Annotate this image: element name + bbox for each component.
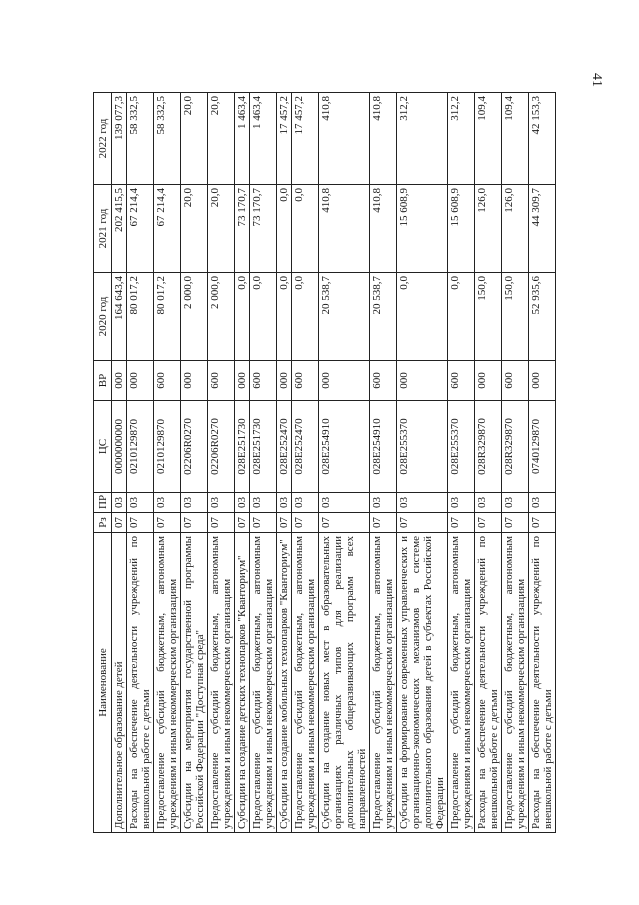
cell-rz: 07: [250, 513, 277, 533]
cell-y2022: 1 463,4: [250, 93, 277, 185]
cell-vr: 600: [250, 361, 277, 401]
cell-name: Субсидии на создание новых мест в образовательных организациях различных типов для реализации дополнительных общеразвивающих программ всех направленностей: [319, 533, 370, 833]
cell-y2022: 139 077,3: [112, 93, 127, 185]
cell-y2021: 126,0: [502, 185, 529, 273]
cell-pr: 03: [502, 493, 529, 513]
table-row: [235, 93, 250, 833]
cell-y2022: 410,8: [370, 93, 397, 185]
cell-rz: 07: [475, 513, 502, 533]
cell-name: Расходы на обеспечение деятельности учреждений по внешкольной работе с детьми: [127, 533, 154, 833]
cell-y2020: 2 000,0: [208, 273, 235, 361]
cell-name: Предоставление субсидий бюджетным, автономным учреждениям и иным некоммерческим организациям: [154, 533, 181, 833]
cell-y2020: 20 538,7: [319, 273, 370, 361]
table-row: [319, 93, 370, 833]
cell-cs: 028E254910: [319, 401, 370, 493]
cell-y2022: 410,8: [319, 93, 370, 185]
cell-rz: 07: [502, 513, 529, 533]
budget-table: [93, 92, 556, 833]
cell-rz: 07: [397, 513, 448, 533]
cell-y2022: 17 457,2: [277, 93, 292, 185]
cell-pr: 03: [127, 493, 154, 513]
cell-pr: 03: [154, 493, 181, 513]
cell-y2022: 312,2: [448, 93, 475, 185]
cell-y2020: 0,0: [448, 273, 475, 361]
cell-y2022: 109,4: [475, 93, 502, 185]
table-row: [448, 93, 475, 833]
cell-pr: 03: [529, 493, 556, 513]
cell-cs: 028E252470: [277, 401, 292, 493]
cell-y2021: 15 608,9: [397, 185, 448, 273]
cell-y2020: 164 643,4: [112, 273, 127, 361]
cell-cs: 028E255370: [397, 401, 448, 493]
cell-rz: 07: [370, 513, 397, 533]
cell-vr: 000: [529, 361, 556, 401]
cell-name: Расходы на обеспечение деятельности учреждений по внешкольной работе с детьми: [529, 533, 556, 833]
cell-name: Субсидии на создание детских технопарков "Кванториум": [235, 533, 250, 833]
table-row: [181, 93, 208, 833]
cell-cs: 0210129870: [154, 401, 181, 493]
cell-cs: 02206R0270: [208, 401, 235, 493]
cell-vr: 600: [502, 361, 529, 401]
cell-rz: 07: [127, 513, 154, 533]
cell-cs: 028R329870: [475, 401, 502, 493]
cell-y2020: 0,0: [277, 273, 292, 361]
cell-y2021: 67 214,4: [127, 185, 154, 273]
cell-y2022: 109,4: [502, 93, 529, 185]
cell-name: Субсидии на создание мобильных технопарков "Кванториум": [277, 533, 292, 833]
cell-y2020: 2 000,0: [181, 273, 208, 361]
table-row: [277, 93, 292, 833]
table-row: [529, 93, 556, 833]
cell-vr: 000: [277, 361, 292, 401]
table-row: [397, 93, 448, 833]
cell-rz: 07: [112, 513, 127, 533]
cell-rz: 07: [235, 513, 250, 533]
cell-vr: 600: [448, 361, 475, 401]
cell-rz: 07: [154, 513, 181, 533]
cell-pr: 03: [319, 493, 370, 513]
cell-y2020: 80 017,2: [154, 273, 181, 361]
cell-pr: 03: [397, 493, 448, 513]
header-2022: 2022 год: [94, 93, 112, 185]
header-2021: 2021 год: [94, 185, 112, 273]
table-row: [502, 93, 529, 833]
cell-pr: 03: [292, 493, 319, 513]
cell-y2022: 58 332,5: [154, 93, 181, 185]
cell-y2020: 0,0: [292, 273, 319, 361]
cell-y2021: 410,8: [319, 185, 370, 273]
header-2020: 2020 год: [94, 273, 112, 361]
cell-y2021: 126,0: [475, 185, 502, 273]
cell-pr: 03: [475, 493, 502, 513]
header-cs: ЦС: [94, 401, 112, 493]
cell-pr: 03: [277, 493, 292, 513]
cell-name: Предоставление субсидий бюджетным, автономным учреждениям и иным некоммерческим организациям: [448, 533, 475, 833]
cell-vr: 600: [370, 361, 397, 401]
cell-y2020: 52 935,6: [529, 273, 556, 361]
cell-rz: 07: [181, 513, 208, 533]
cell-y2020: 150,0: [475, 273, 502, 361]
cell-rz: 07: [448, 513, 475, 533]
cell-y2021: 20,0: [208, 185, 235, 273]
cell-y2021: 20,0: [181, 185, 208, 273]
cell-pr: 03: [208, 493, 235, 513]
cell-vr: 000: [112, 361, 127, 401]
cell-pr: 03: [235, 493, 250, 513]
cell-pr: 03: [250, 493, 277, 513]
cell-cs: 028E255370: [448, 401, 475, 493]
cell-rz: 07: [529, 513, 556, 533]
cell-cs: 028E252470: [292, 401, 319, 493]
cell-name: Расходы на обеспечение деятельности учреждений по внешкольной работе с детьми: [475, 533, 502, 833]
table-row: [370, 93, 397, 833]
header-name: Наименование: [94, 533, 112, 833]
header-pr: ПР: [94, 493, 112, 513]
cell-y2021: 73 170,7: [250, 185, 277, 273]
cell-cs: 0210129870: [127, 401, 154, 493]
cell-vr: 000: [235, 361, 250, 401]
cell-y2022: 17 457,2: [292, 93, 319, 185]
cell-name: Предоставление субсидий бюджетным, автономным учреждениям и иным некоммерческим организациям: [292, 533, 319, 833]
cell-pr: 03: [370, 493, 397, 513]
cell-cs: 0740129870: [529, 401, 556, 493]
cell-y2021: 202 415,5: [112, 185, 127, 273]
cell-name: Предоставление субсидий бюджетным, автономным учреждениям и иным некоммерческим организациям: [370, 533, 397, 833]
cell-cs: 028E251730: [250, 401, 277, 493]
cell-y2021: 410,8: [370, 185, 397, 273]
cell-y2021: 0,0: [277, 185, 292, 273]
header-rz: Рз: [94, 513, 112, 533]
table-row: [292, 93, 319, 833]
cell-pr: 03: [181, 493, 208, 513]
page-number: 41: [589, 73, 604, 87]
cell-y2020: 0,0: [397, 273, 448, 361]
table-row: [154, 93, 181, 833]
cell-name: Дополнительное образование детей: [112, 533, 127, 833]
cell-rz: 07: [208, 513, 235, 533]
cell-cs: 028E254910: [370, 401, 397, 493]
cell-y2022: 20,0: [181, 93, 208, 185]
cell-vr: 000: [475, 361, 502, 401]
table-row: [127, 93, 154, 833]
cell-vr: 000: [397, 361, 448, 401]
table-row: [208, 93, 235, 833]
cell-cs: 0000000000: [112, 401, 127, 493]
cell-name: Предоставление субсидий бюджетным, автономным учреждениям и иным некоммерческим организациям: [208, 533, 235, 833]
cell-y2020: 80 017,2: [127, 273, 154, 361]
cell-y2021: 44 309,7: [529, 185, 556, 273]
table-body: [112, 93, 556, 833]
cell-name: Предоставление субсидий бюджетным, автономным учреждениям и иным некоммерческим организациям: [250, 533, 277, 833]
cell-cs: 028R329870: [502, 401, 529, 493]
cell-vr: 000: [127, 361, 154, 401]
cell-rz: 07: [277, 513, 292, 533]
cell-cs: 028E251730: [235, 401, 250, 493]
cell-vr: 600: [292, 361, 319, 401]
cell-pr: 03: [448, 493, 475, 513]
cell-name: Субсидии на формирование современных управленческих и организационно-экономических механизмов в системе дополнительного образования детей в субъектах Российской Федерации: [397, 533, 448, 833]
cell-y2020: 150,0: [502, 273, 529, 361]
cell-y2022: 312,2: [397, 93, 448, 185]
table-row: [475, 93, 502, 833]
cell-pr: 03: [112, 493, 127, 513]
cell-y2020: 20 538,7: [370, 273, 397, 361]
table-row: [112, 93, 127, 833]
cell-vr: 600: [208, 361, 235, 401]
cell-y2022: 20,0: [208, 93, 235, 185]
cell-y2021: 0,0: [292, 185, 319, 273]
cell-y2020: 0,0: [235, 273, 250, 361]
cell-y2021: 15 608,9: [448, 185, 475, 273]
cell-y2020: 0,0: [250, 273, 277, 361]
cell-y2021: 67 214,4: [154, 185, 181, 273]
cell-vr: 000: [181, 361, 208, 401]
cell-name: Предоставление субсидий бюджетным, автономным учреждениям и иным некоммерческим организациям: [502, 533, 529, 833]
cell-cs: 02206R0270: [181, 401, 208, 493]
cell-y2021: 73 170,7: [235, 185, 250, 273]
cell-y2022: 58 332,5: [127, 93, 154, 185]
table-rotated-wrapper: [93, 93, 553, 833]
cell-y2022: 42 153,3: [529, 93, 556, 185]
table-header-row: [94, 93, 112, 833]
cell-y2022: 1 463,4: [235, 93, 250, 185]
cell-rz: 07: [319, 513, 370, 533]
cell-vr: 600: [154, 361, 181, 401]
cell-rz: 07: [292, 513, 319, 533]
header-vr: ВР: [94, 361, 112, 401]
cell-vr: 000: [319, 361, 370, 401]
table-row: [250, 93, 277, 833]
cell-name: Субсидии на мероприятия государственной программы Российской Федерации "Доступная среда": [181, 533, 208, 833]
